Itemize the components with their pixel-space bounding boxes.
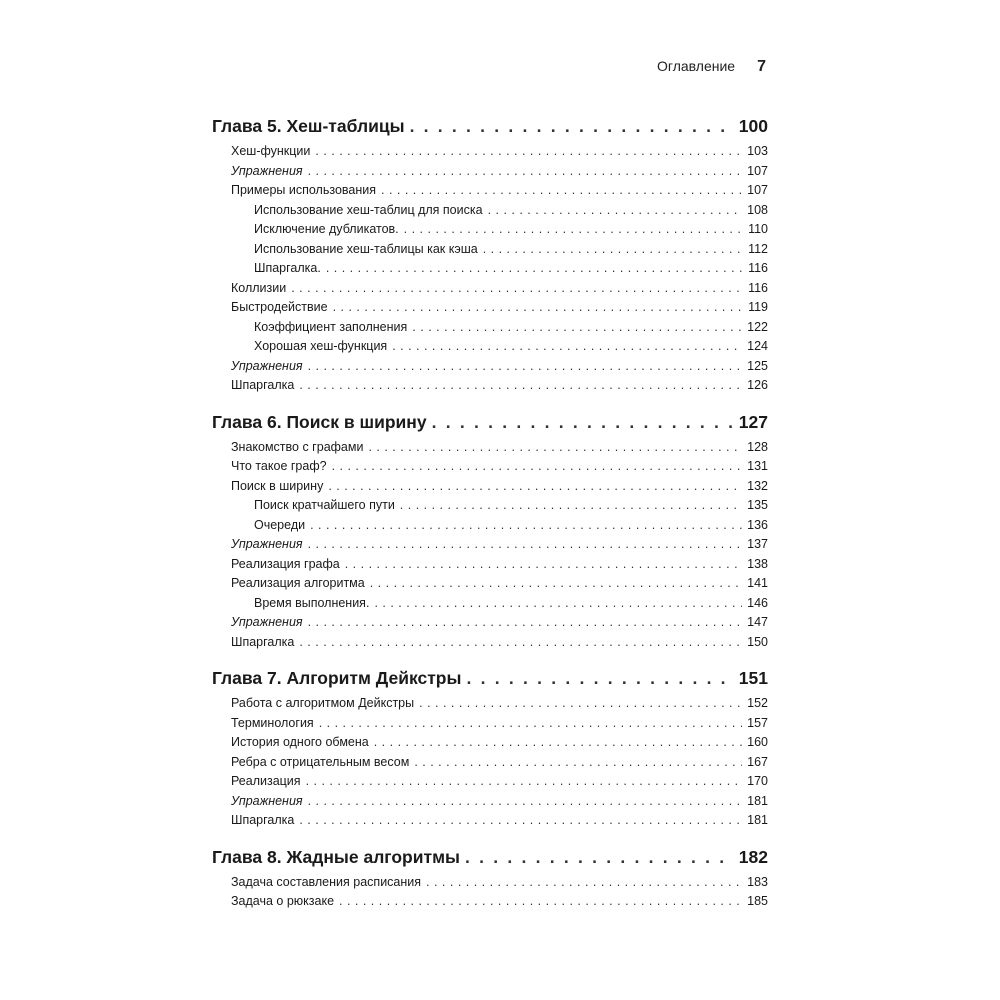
- toc-entry[interactable]: [212, 792, 768, 812]
- toc-entry-title: Очереди: [254, 517, 306, 532]
- toc-entry[interactable]: [212, 201, 768, 221]
- dot-leader: [404, 220, 743, 240]
- toc-entry-page-number: 183: [747, 874, 768, 889]
- toc-entry-page-number: 125: [747, 358, 768, 373]
- toc-entry-page-number: 124: [747, 339, 768, 353]
- toc-entry[interactable]: [212, 259, 768, 279]
- toc-entry-page-number: 119: [748, 300, 768, 314]
- toc-entry-page-number: 112: [748, 241, 768, 256]
- dot-leader: [400, 496, 742, 516]
- dot-leader: [412, 318, 742, 338]
- chapter-heading[interactable]: [212, 664, 768, 692]
- toc-entry-page-number: 108: [747, 202, 768, 217]
- dot-leader: [339, 892, 742, 912]
- toc-entry-title: Коллизии: [231, 280, 287, 295]
- dot-leader: [368, 438, 742, 458]
- toc-entry-title: Упражнения: [231, 163, 303, 178]
- toc-entry[interactable]: [212, 555, 768, 575]
- toc-entry-page-number: 126: [747, 378, 768, 392]
- toc-entry[interactable]: [212, 753, 768, 773]
- dot-leader: [426, 873, 742, 893]
- running-header: [657, 58, 766, 76]
- dot-leader: [299, 811, 742, 831]
- dot-leader: [381, 181, 742, 201]
- toc-entry-title: Хорошая хеш-функция: [254, 339, 388, 353]
- chapter-heading[interactable]: [212, 408, 768, 436]
- toc-entry-page-number: 181: [747, 813, 768, 827]
- chapter-page-number: 182: [738, 846, 768, 867]
- dot-leader: [333, 298, 743, 318]
- toc-entry[interactable]: [212, 142, 768, 162]
- toc-entry-title: Коэффициент заполнения: [254, 319, 408, 334]
- dot-leader: [308, 535, 743, 555]
- chapter-block: [212, 843, 768, 912]
- dot-leader: [299, 376, 742, 396]
- dot-leader: [483, 240, 743, 260]
- toc-entry-title: Шпаргалка.: [254, 261, 321, 275]
- dot-leader: [465, 843, 734, 871]
- toc-entry-page-number: 135: [747, 498, 768, 512]
- toc-entry-title: Упражнения: [231, 793, 303, 808]
- toc-entry[interactable]: [212, 772, 768, 792]
- toc-entry-page-number: 107: [747, 163, 768, 178]
- dot-leader: [345, 555, 742, 575]
- toc-entry-page-number: 116: [748, 261, 768, 275]
- dot-leader: [392, 337, 742, 357]
- toc-entry-title: Реализация графа: [231, 556, 340, 571]
- dot-leader: [328, 477, 742, 497]
- toc-entry-page-number: 103: [747, 144, 768, 158]
- toc-entry-title: Шпаргалка: [231, 813, 295, 827]
- running-header-page-number: 7: [757, 58, 766, 75]
- toc-entry[interactable]: [212, 357, 768, 377]
- dot-leader: [432, 408, 734, 436]
- dot-leader: [414, 753, 742, 773]
- toc-entry-title: Терминология: [231, 715, 314, 730]
- toc-entry[interactable]: [212, 318, 768, 338]
- toc-entry-page-number: 141: [747, 576, 768, 590]
- toc-entry[interactable]: [212, 457, 768, 477]
- toc-entry[interactable]: [212, 298, 768, 318]
- toc-entry-page-number: 137: [747, 537, 768, 551]
- toc-entry[interactable]: [212, 240, 768, 260]
- toc-entry[interactable]: [212, 438, 768, 458]
- dot-leader: [308, 357, 743, 377]
- toc-entry-title: Упражнения: [231, 615, 303, 629]
- toc-entry-page-number: 152: [747, 696, 768, 710]
- dot-leader: [306, 772, 743, 792]
- toc-entry-page-number: 131: [747, 459, 768, 473]
- dot-leader: [410, 112, 734, 140]
- toc-entry[interactable]: [212, 337, 768, 357]
- toc-entry-page-number: 122: [747, 319, 768, 334]
- toc-entry[interactable]: [212, 811, 768, 831]
- chapter-title: Глава 5. Хеш-таблицы: [212, 116, 405, 136]
- toc-entry-page-number: 107: [747, 183, 768, 197]
- dot-leader: [319, 714, 742, 734]
- toc-entry[interactable]: [212, 516, 768, 536]
- toc-entry[interactable]: [212, 733, 768, 753]
- toc-entry-title: Реализация алгоритма: [231, 576, 365, 590]
- dot-leader: [374, 733, 742, 753]
- toc-entry-title: История одного обмена: [231, 735, 369, 749]
- toc-entry-page-number: 170: [747, 774, 768, 788]
- toc-entry-title: Использование хеш-таблицы как кэша: [254, 241, 478, 256]
- chapter-block: [212, 664, 768, 831]
- toc-entry-page-number: 160: [747, 735, 768, 749]
- toc-entry[interactable]: [212, 574, 768, 594]
- chapter-page-number: 151: [738, 668, 768, 688]
- toc-entry-title: Что такое граф?: [231, 459, 327, 473]
- toc-entry-page-number: 157: [747, 715, 768, 730]
- dot-leader: [374, 594, 742, 614]
- chapter-title: Глава 6. Поиск в ширину: [212, 411, 427, 432]
- toc-entry[interactable]: [212, 633, 768, 653]
- toc-entry[interactable]: [212, 279, 768, 299]
- toc-entry-title: Время выполнения.: [254, 595, 370, 610]
- toc-entry-title: Работа с алгоритмом Дейкстры: [231, 696, 415, 710]
- toc-entry[interactable]: [212, 181, 768, 201]
- toc-entry-title: Реализация: [231, 774, 301, 788]
- toc-entry-title: Упражнения: [231, 537, 303, 551]
- toc-entry[interactable]: [212, 162, 768, 182]
- toc-entry-page-number: 167: [747, 754, 768, 769]
- toc-entry-title: Хеш-функции: [231, 144, 311, 158]
- toc-entry[interactable]: [212, 220, 768, 240]
- chapter-heading[interactable]: [212, 843, 768, 871]
- toc-entry[interactable]: [212, 376, 768, 396]
- toc-entry-page-number: 181: [747, 793, 768, 808]
- toc-entry-title: Шпаргалка: [231, 378, 295, 392]
- toc-entry-page-number: 136: [747, 517, 768, 532]
- dot-leader: [310, 516, 742, 536]
- toc-entry-title: Знакомство с графами: [231, 439, 364, 454]
- dot-leader: [299, 633, 742, 653]
- chapter-title: Глава 7. Алгоритм Дейкстры: [212, 668, 462, 688]
- table-of-contents: [212, 112, 768, 912]
- toc-entry-title: Исключение дубликатов.: [254, 222, 399, 236]
- chapter-block: [212, 408, 768, 653]
- toc-entry[interactable]: [212, 892, 768, 912]
- toc-entry-page-number: 132: [747, 478, 768, 493]
- toc-entry-title: Быстродействие: [231, 300, 328, 314]
- toc-entry[interactable]: [212, 477, 768, 497]
- dot-leader: [308, 162, 743, 182]
- running-header-title: Оглавление: [657, 58, 736, 74]
- toc-entry-title: Шпаргалка: [231, 634, 295, 649]
- chapter-page-number: 100: [738, 116, 768, 136]
- toc-entry[interactable]: [212, 496, 768, 516]
- toc-entry-page-number: 138: [747, 556, 768, 571]
- toc-entry-page-number: 150: [747, 634, 768, 649]
- toc-entry-title: Поиск в ширину: [231, 478, 324, 493]
- chapter-heading[interactable]: [212, 112, 768, 140]
- toc-entry[interactable]: [212, 535, 768, 555]
- dot-leader: [291, 279, 743, 299]
- toc-entry-page-number: 116: [748, 280, 768, 295]
- dot-leader: [419, 694, 742, 714]
- dot-leader: [326, 259, 743, 279]
- toc-entry[interactable]: [212, 613, 768, 633]
- toc-entry-title: Использование хеш-таблиц для поиска: [254, 202, 483, 217]
- dot-leader: [332, 457, 743, 477]
- toc-entry-page-number: 185: [747, 894, 768, 908]
- chapter-title: Глава 8. Жадные алгоритмы: [212, 846, 460, 867]
- toc-entry-title: Задача составления расписания: [231, 874, 422, 889]
- dot-leader: [370, 574, 742, 594]
- toc-entry[interactable]: [212, 873, 768, 893]
- toc-entry-title: Поиск кратчайшего пути: [254, 498, 395, 512]
- dot-leader: [308, 613, 743, 633]
- toc-entry[interactable]: [212, 594, 768, 614]
- toc-entry-page-number: 128: [747, 439, 768, 454]
- chapter-page-number: 127: [738, 411, 768, 432]
- toc-entry-title: Примеры использования: [231, 183, 377, 197]
- dot-leader: [315, 142, 742, 162]
- toc-entry-title: Ребра с отрицательным весом: [231, 754, 410, 769]
- toc-entry-title: Упражнения: [231, 358, 303, 373]
- dot-leader: [466, 664, 733, 692]
- chapter-block: [212, 112, 768, 396]
- dot-leader: [308, 792, 743, 812]
- dot-leader: [488, 201, 743, 221]
- toc-entry-page-number: 147: [747, 615, 768, 629]
- toc-entry-title: Задача о рюкзаке: [231, 894, 335, 908]
- toc-entry[interactable]: [212, 714, 768, 734]
- toc-entry-page-number: 146: [747, 595, 768, 610]
- toc-entry[interactable]: [212, 694, 768, 714]
- toc-entry-page-number: 110: [748, 222, 768, 236]
